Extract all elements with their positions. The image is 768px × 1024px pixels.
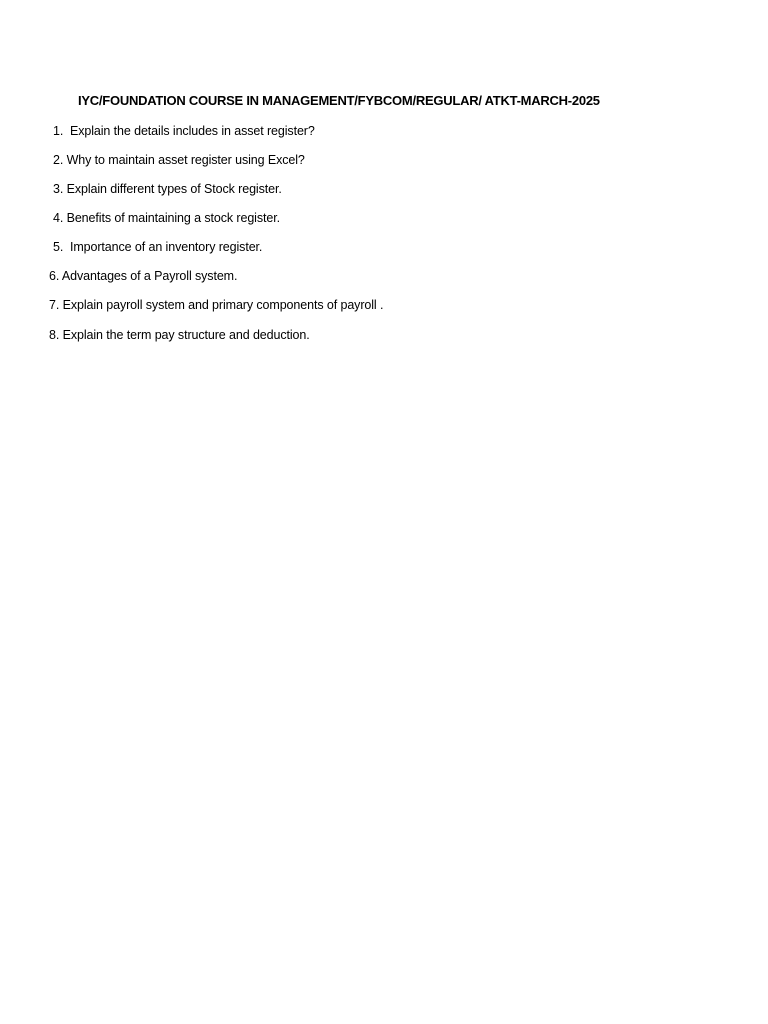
question-2: 2. Why to maintain asset register using Excel?: [53, 153, 305, 167]
question-7: 7. Explain payroll system and primary components of payroll .: [49, 298, 384, 312]
question-1: 1. Explain the details includes in asset register?: [53, 124, 315, 138]
question-6: 6. Advantages of a Payroll system.: [49, 269, 238, 283]
question-4: 4. Benefits of maintaining a stock register.: [53, 211, 280, 225]
question-3: 3. Explain different types of Stock register.: [53, 182, 282, 196]
question-5: 5. Importance of an inventory register.: [53, 240, 263, 254]
question-8: 8. Explain the term pay structure and deduction.: [49, 328, 310, 342]
document-title: IYC/FOUNDATION COURSE IN MANAGEMENT/FYBCOM/REGULAR/ ATKT-MARCH-2025: [78, 93, 600, 108]
